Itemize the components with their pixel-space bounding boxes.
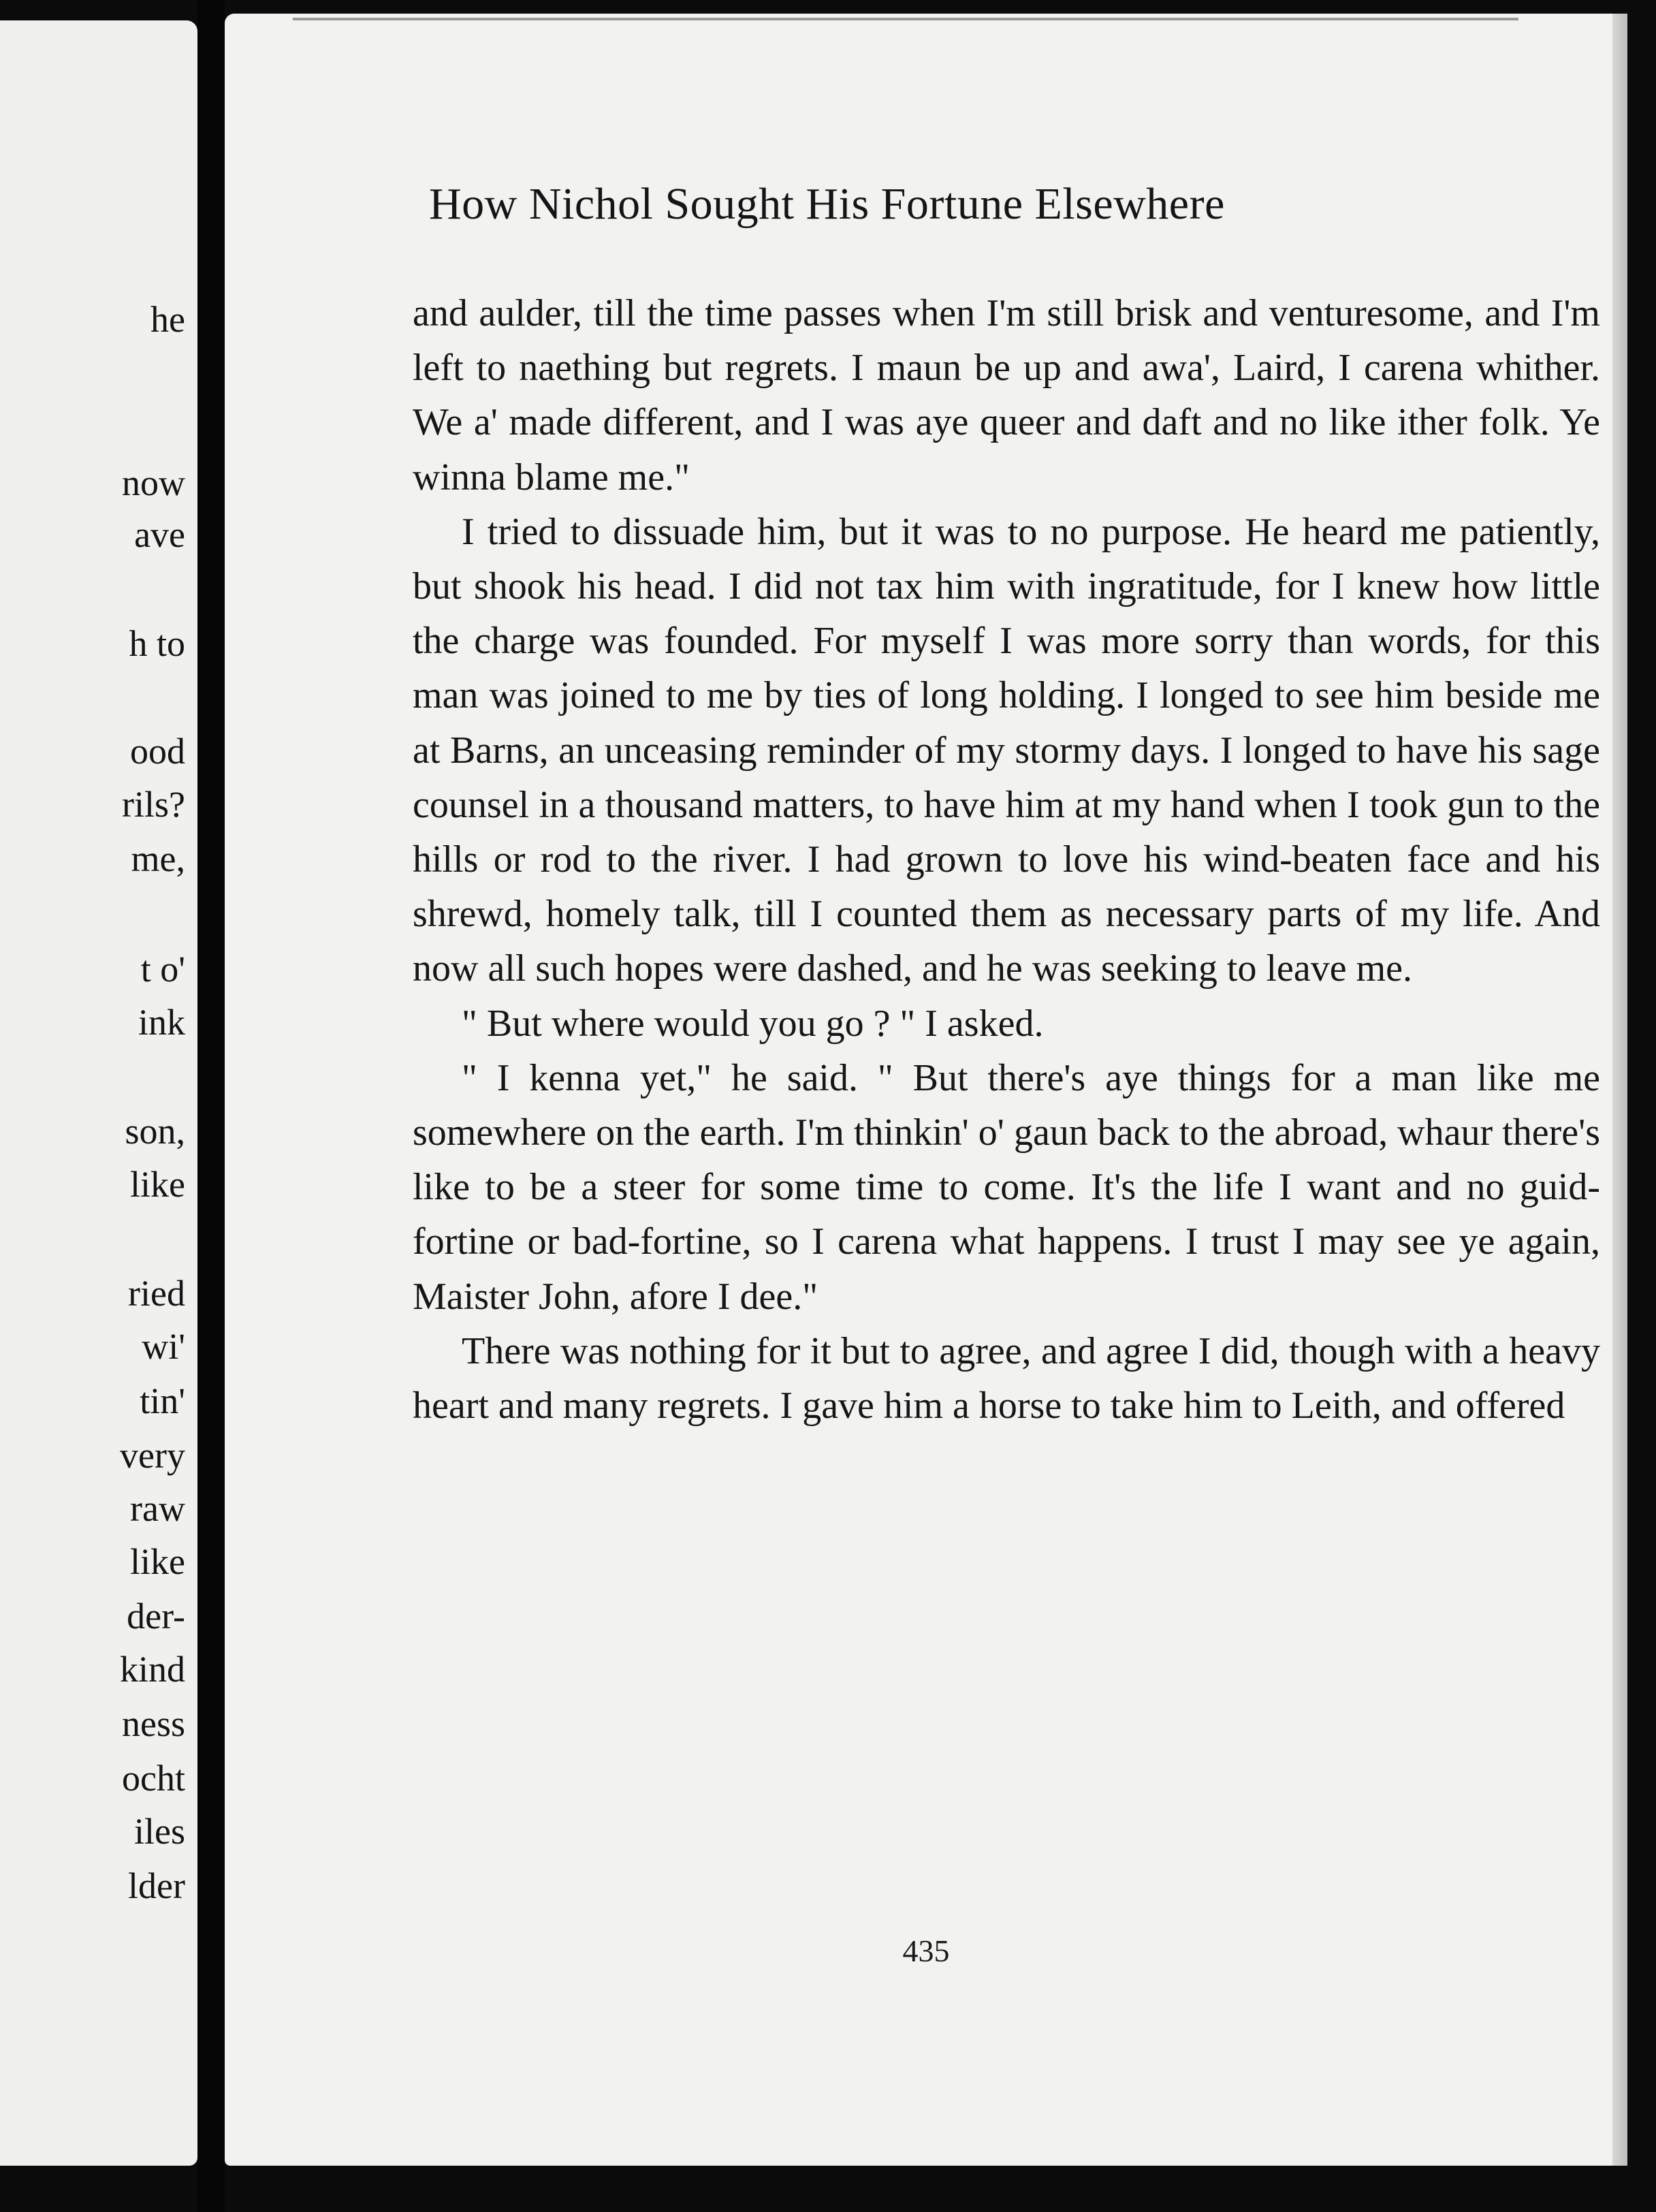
- paragraph: There was nothing for it but to agree, and agree I did, though with a heavy heart and many regrets. I gave him a horse to take him to Leith, and offered: [413, 1329, 1600, 1427]
- body-text: [413, 286, 1600, 1433]
- left-page-line: ood: [130, 731, 185, 772]
- left-page-line: like: [130, 1541, 185, 1582]
- left-page-line: kind: [119, 1649, 185, 1690]
- left-page-line: ave: [134, 514, 185, 555]
- left-page-line: lder: [128, 1865, 185, 1906]
- paragraph: " I kenna yet," he said. " But there's aye things for a man like me somewhere on the earth. I'm thinkin' o' gaun back to the abroad, whaur there's like to be a steer for some time to come. It's the life I want and no guid-fortine or bad-fortine, so I carena what happens. I trust I may see ye again, Maister John, afore I dee.": [413, 1056, 1600, 1318]
- page-right-edge: [1612, 14, 1627, 2166]
- left-page-line: now: [122, 462, 185, 503]
- paragraph: I tried to dissuade him, but it was to no purpose. He heard me patiently, but shook his head. I did not tax him with ingratitude, for I knew how little the charge was founded. For myself I was more sorry than words, for this man was joined to me by ties of long holding. I longed to see him beside me at Barns, an unceasing reminder of my stormy days. I longed to have his sage counsel in a thousand matters, to have him at my hand when I took gun to the hills or rod to the river. I had grown to love his wind-beaten face and his shrewd, homely talk, till I counted them as necessary parts of my life. And now all such hopes were dashed, and he was seeking to leave me.: [413, 510, 1600, 990]
- left-page-line: iles: [134, 1811, 185, 1852]
- page-number: 435: [902, 1933, 950, 1968]
- left-page-line: h to: [129, 623, 185, 664]
- left-page-line: raw: [130, 1488, 185, 1529]
- running-header: How Nichol Sought His Fortune Elsewhere: [429, 179, 1225, 229]
- left-page-line: ried: [128, 1273, 185, 1314]
- left-page-line: very: [120, 1435, 185, 1476]
- left-page-line: rils?: [122, 784, 185, 825]
- book-spine-gutter: [197, 0, 225, 2212]
- paragraph: and aulder, till the time passes when I'm still brisk and venturesome, and I'm left to naething but regrets. I maun be up and awa', Laird, I carena whither. We a' made different, and I was aye queer and daft and no like ither folk. Ye winna blame me.": [413, 292, 1600, 499]
- left-page-line: he: [150, 299, 185, 340]
- left-page-line: me,: [131, 838, 185, 879]
- left-page-line: wi': [142, 1326, 185, 1367]
- left-page-line: like: [130, 1164, 185, 1205]
- left-page-line: ness: [122, 1703, 185, 1744]
- left-page-line: son,: [125, 1111, 185, 1152]
- main-page: [225, 14, 1627, 2166]
- left-page: [0, 20, 197, 2166]
- left-page-line: ocht: [122, 1758, 185, 1799]
- left-page-line: t o': [140, 949, 185, 990]
- left-page-line: tin': [140, 1380, 185, 1421]
- paragraph: " But where would you go ? " I asked.: [462, 1002, 1044, 1045]
- left-page-line: ink: [138, 1002, 185, 1043]
- left-page-line: der-: [127, 1596, 185, 1637]
- page-top-edge: [293, 18, 1518, 20]
